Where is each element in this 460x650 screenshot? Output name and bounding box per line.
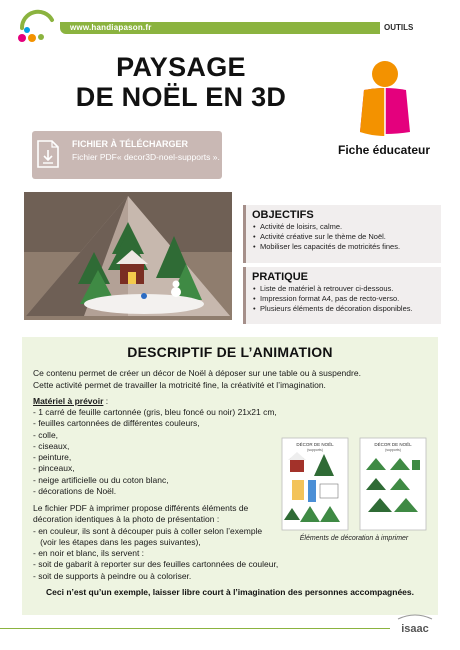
pdf-description (33, 503, 278, 582)
list-item: - peinture, (33, 452, 72, 463)
card-1-subtitle: (supports) (307, 448, 323, 452)
pdf-line: - soit de gabarit à reporter sur des feuilles cartonnées de couleur, (33, 559, 279, 570)
pdf-line: (voir les étapes dans les pages suivantes), (33, 536, 201, 547)
download-file-icon[interactable] (32, 131, 66, 179)
title-line-1: PAYSAGE (116, 52, 246, 82)
list-item: • Activité créative sur le thème de Noël. (252, 232, 441, 242)
list-item: • Activité de loisirs, calme. (252, 222, 441, 232)
title-line-2: DE NOËL EN 3D (75, 82, 287, 112)
list-item: • Liste de matériel à retrouver ci-dessous. (252, 284, 441, 294)
materiel-colon: : (103, 396, 109, 406)
closing-note: Ceci n’est qu’un exemple, laisser libre court à l’imagination des personnes accompagnées. (46, 587, 414, 597)
pdf-line: - soit de supports à peindre ou à coloriser. (33, 570, 192, 581)
pratique-panel (243, 267, 441, 324)
objectifs-list (252, 222, 441, 252)
site-url[interactable]: www.handiapason.fr (70, 23, 152, 32)
pratique-title: PRATIQUE (252, 271, 309, 283)
list-item: - feuilles cartonnées de différentes couleurs, (33, 418, 200, 429)
list-item: • Mobiliser les capacités de motricités fines. (252, 242, 441, 252)
card-1-title: DÉCOR DE NOËL (296, 442, 334, 447)
card-2-subtitle: (supports) (385, 448, 401, 452)
descriptif-title: DESCRIPTIF DE L’ANIMATION (127, 344, 333, 360)
list-item: - neige artificielle ou du coton blanc, (33, 474, 169, 485)
intro-line-2: Cette activité permet de travailler la motricité fine, la créativité et l’imagination. (33, 380, 326, 390)
pdf-line: - en noir et blanc, ils servent : (33, 548, 145, 559)
list-item: - ciseaux, (33, 440, 70, 451)
cards-caption: Éléments de décoration à imprimer (299, 535, 409, 542)
materiel-list (33, 407, 277, 497)
printable-elements-preview (280, 436, 430, 532)
educator-label: Fiche éducateur (337, 143, 431, 157)
list-item: • Plusieurs éléments de décoration disponibles. (252, 304, 441, 314)
isaac-logo (392, 613, 438, 641)
materiel-heading (33, 396, 108, 406)
materiel-title: Matériel à prévoir (33, 396, 104, 406)
list-item: • Impression format A4, pas de recto-verso. (252, 294, 441, 304)
decor-photo (24, 192, 232, 320)
pratique-list (252, 284, 441, 314)
objectifs-panel (243, 205, 441, 263)
pdf-line: Le fichier PDF à imprimer propose différents éléments de (33, 503, 249, 513)
download-title: FICHIER À TÉLÉCHARGER (72, 139, 189, 149)
list-item: - pinceaux, (33, 463, 75, 474)
download-file-name[interactable]: Fichier PDF« decor3D-noel-supports ». (72, 152, 220, 162)
card-2-title: DÉCOR DE NOËL (374, 442, 412, 447)
footer-line (0, 628, 390, 629)
person-silhouette-icon (340, 56, 430, 142)
objectifs-title: OBJECTIFS (252, 209, 314, 221)
list-item: - 1 carré de feuille cartonnée (gris, bleu foncé ou noir) 21x21 cm, (33, 407, 277, 417)
list-item: - décorations de Noël. (33, 486, 117, 497)
intro-line-1: Ce contenu permet de créer un décor de Noël à déposer sur une table ou à suspendre. (33, 368, 361, 378)
pdf-line: - en couleur, ils sont à découper puis à coller selon l’exemple (33, 525, 263, 536)
pdf-line: décoration identiques à la photo de présentation : (33, 514, 220, 525)
isaac-logo-text: isaac (401, 623, 429, 635)
handiapason-logo (14, 8, 58, 48)
list-item: - colle, (33, 429, 59, 440)
section-label: OUTILS (384, 23, 414, 32)
page-title (40, 52, 322, 112)
